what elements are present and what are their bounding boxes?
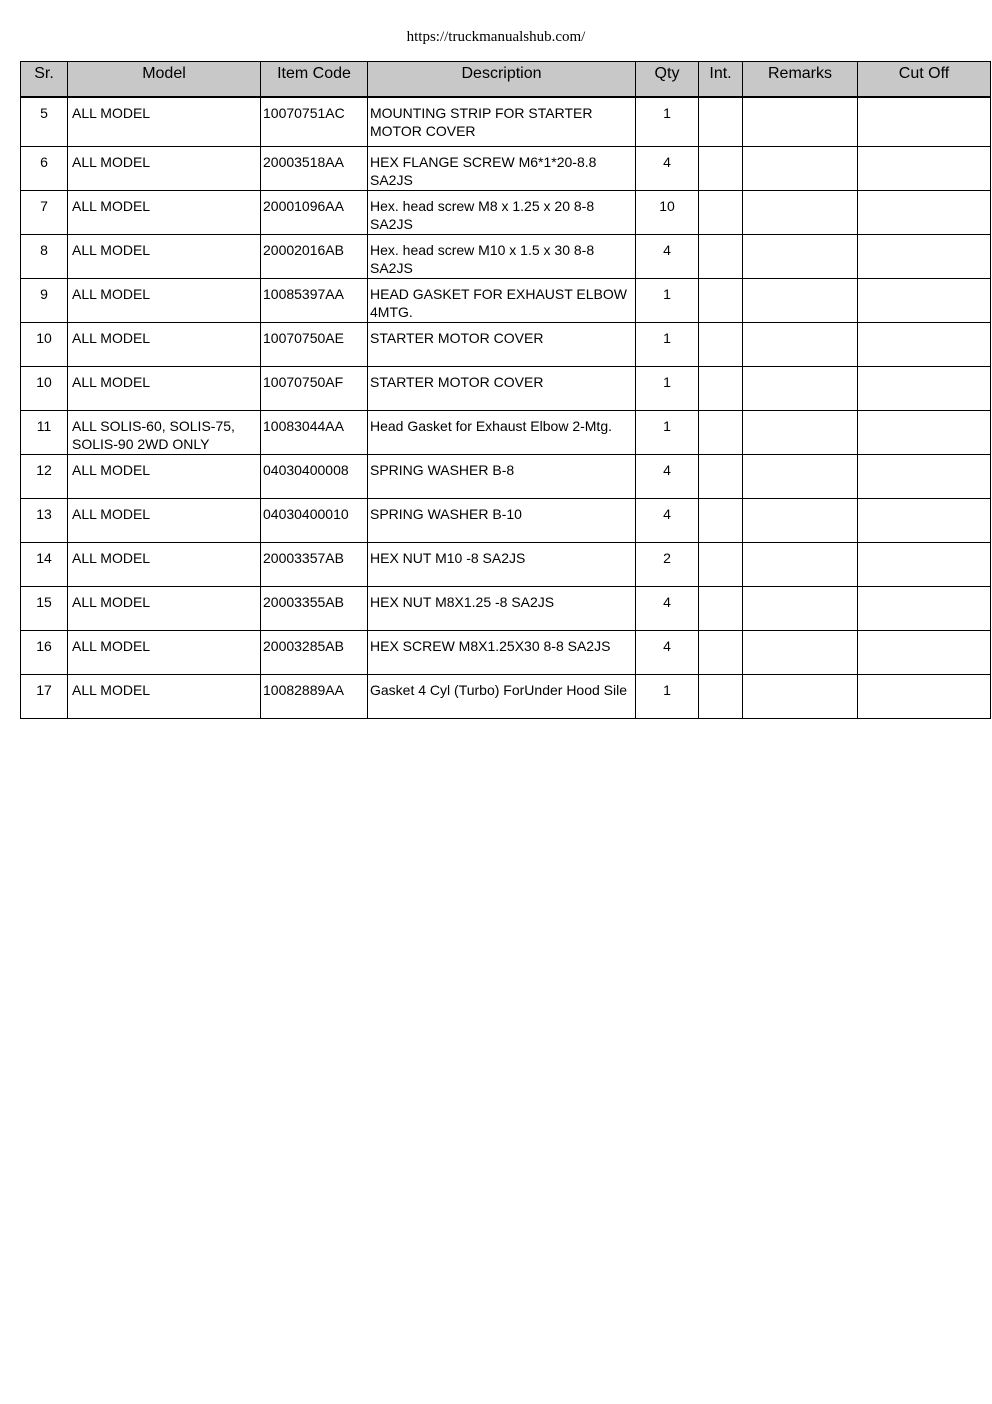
cell-qty: 4 [636,499,699,543]
cell-qty: 4 [636,147,699,191]
table-row [21,191,991,235]
cell-qty: 4 [636,587,699,631]
cell-int [699,323,743,367]
cell-int [699,147,743,191]
column-header-item-code: Item Code [261,62,368,98]
cell-model: ALL MODEL [68,499,261,543]
cell-remarks [743,97,858,147]
cell-cut-off [858,455,991,499]
cell-int [699,499,743,543]
cell-remarks [743,235,858,279]
cell-remarks [743,279,858,323]
cell-sr: 15 [21,587,68,631]
table-row [21,279,991,323]
cell-description: HEAD GASKET FOR EXHAUST ELBOW 4MTG. [368,279,636,323]
cell-sr: 12 [21,455,68,499]
cell-sr: 11 [21,411,68,455]
column-header-model: Model [68,62,261,98]
cell-remarks [743,499,858,543]
cell-int [699,455,743,499]
cell-qty: 1 [636,367,699,411]
cell-item-code: 20003518AA [261,147,368,191]
cell-sr: 6 [21,147,68,191]
cell-item-code: 10070751AC [261,97,368,147]
parts-table [20,61,991,719]
table-row [21,147,991,191]
cell-item-code: 10070750AF [261,367,368,411]
cell-model: ALL MODEL [68,543,261,587]
cell-qty: 4 [636,455,699,499]
cell-cut-off [858,97,991,147]
cell-cut-off [858,367,991,411]
cell-int [699,367,743,411]
cell-description: Gasket 4 Cyl (Turbo) ForUnder Hood Sile [368,675,636,719]
cell-item-code: 10070750AE [261,323,368,367]
cell-model: ALL MODEL [68,191,261,235]
cell-item-code: 04030400008 [261,455,368,499]
cell-model: ALL MODEL [68,587,261,631]
cell-sr: 9 [21,279,68,323]
cell-model: ALL MODEL [68,147,261,191]
cell-description: Hex. head screw M8 x 1.25 x 20 8-8 SA2JS [368,191,636,235]
cell-model: ALL MODEL [68,367,261,411]
table-row [21,455,991,499]
cell-int [699,543,743,587]
cell-item-code: 20003355AB [261,587,368,631]
table-body [21,97,991,719]
cell-description: MOUNTING STRIP FOR STARTER MOTOR COVER [368,97,636,147]
cell-model: ALL MODEL [68,631,261,675]
cell-description: Head Gasket for Exhaust Elbow 2-Mtg. [368,411,636,455]
cell-qty: 1 [636,411,699,455]
cell-cut-off [858,191,991,235]
cell-qty: 1 [636,675,699,719]
cell-int [699,279,743,323]
cell-cut-off [858,411,991,455]
cell-int [699,587,743,631]
cell-sr: 5 [21,97,68,147]
cell-sr: 7 [21,191,68,235]
cell-cut-off [858,631,991,675]
cell-description: HEX NUT M8X1.25 -8 SA2JS [368,587,636,631]
cell-description: STARTER MOTOR COVER [368,367,636,411]
cell-qty: 1 [636,279,699,323]
table-row [21,235,991,279]
cell-sr: 16 [21,631,68,675]
column-header-sr: Sr. [21,62,68,98]
column-header-remarks: Remarks [743,62,858,98]
cell-int [699,411,743,455]
cell-remarks [743,147,858,191]
table-row [21,675,991,719]
cell-sr: 8 [21,235,68,279]
cell-cut-off [858,323,991,367]
cell-remarks [743,411,858,455]
cell-description: HEX NUT M10 -8 SA2JS [368,543,636,587]
page-url-header: https://truckmanualshub.com/ [406,29,586,45]
table-row [21,631,991,675]
cell-cut-off [858,235,991,279]
table-row [21,499,991,543]
cell-item-code: 20003357AB [261,543,368,587]
cell-qty: 2 [636,543,699,587]
cell-remarks [743,191,858,235]
cell-item-code: 20001096AA [261,191,368,235]
cell-item-code: 04030400010 [261,499,368,543]
cell-remarks [743,631,858,675]
column-header-description: Description [368,62,636,98]
table-row [21,323,991,367]
cell-description: SPRING WASHER B-10 [368,499,636,543]
cell-description: SPRING WASHER B-8 [368,455,636,499]
cell-description: HEX SCREW M8X1.25X30 8-8 SA2JS [368,631,636,675]
cell-remarks [743,587,858,631]
cell-qty: 4 [636,631,699,675]
cell-model: ALL MODEL [68,279,261,323]
cell-model: ALL MODEL [68,97,261,147]
cell-cut-off [858,543,991,587]
cell-qty: 4 [636,235,699,279]
cell-model: ALL MODEL [68,323,261,367]
cell-sr: 14 [21,543,68,587]
cell-int [699,235,743,279]
cell-sr: 10 [21,367,68,411]
cell-item-code: 10083044AA [261,411,368,455]
table-row [21,411,991,455]
table-row [21,97,991,147]
cell-item-code: 20003285AB [261,631,368,675]
cell-remarks [743,455,858,499]
cell-int [699,97,743,147]
cell-model: ALL MODEL [68,675,261,719]
cell-sr: 10 [21,323,68,367]
cell-qty: 10 [636,191,699,235]
cell-cut-off [858,499,991,543]
cell-remarks [743,543,858,587]
table-row [21,587,991,631]
cell-int [699,191,743,235]
cell-cut-off [858,675,991,719]
column-header-qty: Qty [636,62,699,98]
cell-item-code: 10082889AA [261,675,368,719]
cell-remarks [743,323,858,367]
cell-remarks [743,367,858,411]
cell-description: HEX FLANGE SCREW M6*1*20-8.8 SA2JS [368,147,636,191]
cell-cut-off [858,279,991,323]
cell-sr: 17 [21,675,68,719]
cell-description: Hex. head screw M10 x 1.5 x 30 8-8 SA2JS [368,235,636,279]
cell-qty: 1 [636,97,699,147]
table-row [21,543,991,587]
column-header-int: Int. [699,62,743,98]
cell-int [699,675,743,719]
table-header-row [21,62,991,98]
cell-int [699,631,743,675]
cell-sr: 13 [21,499,68,543]
cell-model: ALL MODEL [68,455,261,499]
cell-description: STARTER MOTOR COVER [368,323,636,367]
cell-item-code: 20002016AB [261,235,368,279]
column-header-cut-off: Cut Off [858,62,991,98]
cell-model: ALL MODEL [68,235,261,279]
cell-item-code: 10085397AA [261,279,368,323]
cell-qty: 1 [636,323,699,367]
cell-cut-off [858,147,991,191]
table-row [21,367,991,411]
cell-remarks [743,675,858,719]
cell-model: ALL SOLIS-60, SOLIS-75, SOLIS-90 2WD ONLY [68,411,261,455]
cell-cut-off [858,587,991,631]
